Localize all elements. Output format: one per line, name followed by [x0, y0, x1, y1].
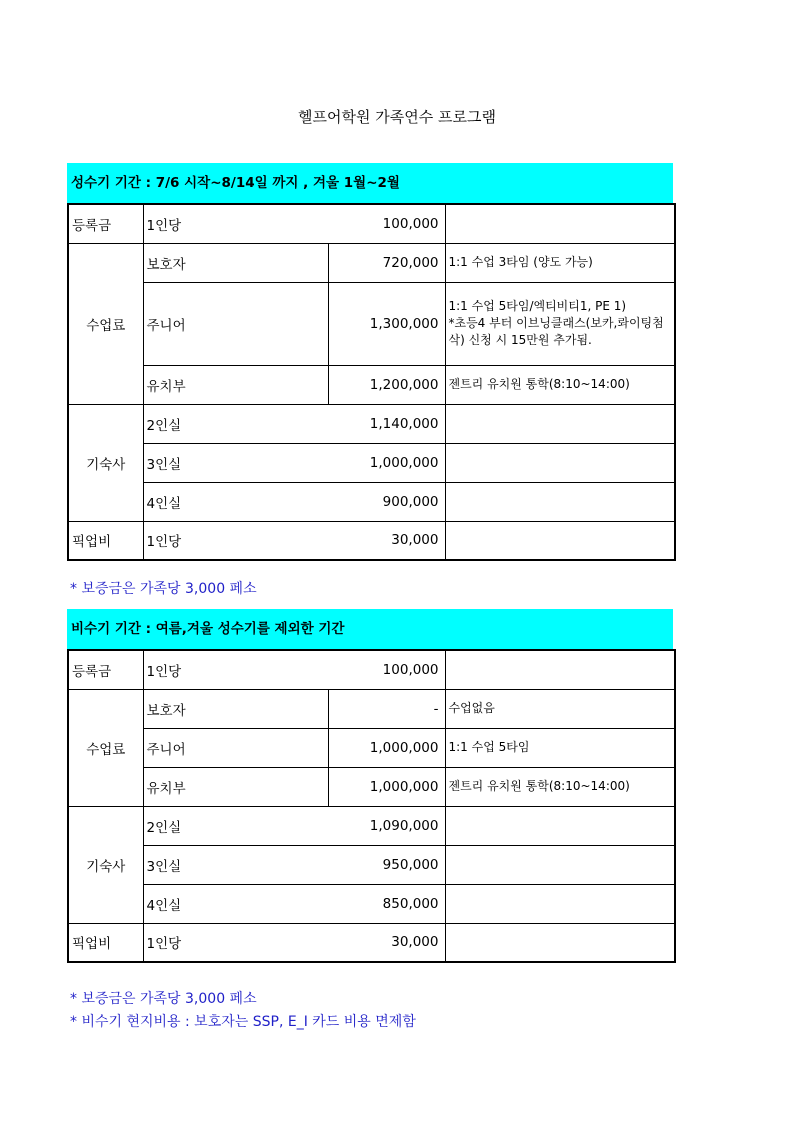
tuition-amount: 1,000,000	[328, 767, 445, 806]
registration-note	[445, 650, 675, 689]
offpeak-local-cost-footnote: * 비수기 현지비용 : 보호자는 SSP, E_I 카드 비용 면제함	[70, 1014, 416, 1030]
table-row	[68, 282, 675, 365]
table-row	[68, 923, 675, 962]
tuition-name: 유치부	[143, 767, 328, 806]
dorm-label: 기숙사	[68, 806, 143, 923]
pickup-amount: 30,000	[328, 521, 445, 560]
dorm-name: 4인실	[143, 482, 328, 521]
pickup-note	[445, 521, 675, 560]
tuition-amount: 1,000,000	[328, 728, 445, 767]
tuition-name: 주니어	[143, 728, 328, 767]
dorm-amount: 1,140,000	[328, 404, 445, 443]
dorm-amount: 950,000	[328, 845, 445, 884]
registration-label: 등록금	[68, 204, 143, 243]
table-row	[68, 365, 675, 404]
table-row	[68, 404, 675, 443]
registration-unit: 1인당	[143, 650, 328, 689]
dorm-note	[445, 806, 675, 845]
table-row	[68, 689, 675, 728]
tuition-note: 젠트리 유치원 통학(8:10~14:00)	[445, 365, 675, 404]
peak-season-band: 성수기 기간 : 7/6 시작~8/14일 까지 , 겨울 1월~2월	[67, 163, 673, 203]
registration-label: 등록금	[68, 650, 143, 689]
dorm-amount: 900,000	[328, 482, 445, 521]
dorm-name: 3인실	[143, 845, 328, 884]
pickup-note	[445, 923, 675, 962]
page-title: 헬프어학원 가족연수 프로그램	[298, 108, 496, 126]
pickup-unit: 1인당	[143, 521, 328, 560]
pickup-label: 픽업비	[68, 521, 143, 560]
tuition-note: 1:1 수업 5타임	[445, 728, 675, 767]
dorm-amount: 1,090,000	[328, 806, 445, 845]
dorm-amount: 850,000	[328, 884, 445, 923]
tuition-amount: 1,200,000	[328, 365, 445, 404]
tuition-label: 수업료	[68, 689, 143, 806]
table-row	[68, 650, 675, 689]
table-row	[68, 521, 675, 560]
dorm-name: 2인실	[143, 806, 328, 845]
peak-deposit-footnote: * 보증금은 가족당 3,000 페소	[70, 581, 257, 597]
table-row	[68, 845, 675, 884]
tuition-note: 1:1 수업 5타임/엑티비티1, PE 1) *초등4 부터 이브닝클래스(보카,롸이팅첨삭) 신청 시 15만원 추가됨.	[445, 282, 675, 365]
offpeak-season-band: 비수기 기간 : 여름,겨울 성수기를 제외한 기간	[67, 609, 673, 649]
table-row	[68, 243, 675, 282]
peak-season-table	[67, 203, 676, 561]
pickup-unit: 1인당	[143, 923, 328, 962]
offpeak-season-table	[67, 649, 676, 963]
tuition-name: 주니어	[143, 282, 328, 365]
table-row	[68, 884, 675, 923]
table-row	[68, 767, 675, 806]
table-row	[68, 443, 675, 482]
dorm-note	[445, 482, 675, 521]
table-row	[68, 204, 675, 243]
tuition-name: 보호자	[143, 689, 328, 728]
offpeak-deposit-footnote: * 보증금은 가족당 3,000 페소	[70, 991, 257, 1007]
tuition-label: 수업료	[68, 243, 143, 404]
table-row	[68, 482, 675, 521]
tuition-amount: 1,300,000	[328, 282, 445, 365]
tuition-name: 보호자	[143, 243, 328, 282]
tuition-note: 젠트리 유치원 통학(8:10~14:00)	[445, 767, 675, 806]
tuition-amount: 720,000	[328, 243, 445, 282]
registration-amount: 100,000	[328, 204, 445, 243]
registration-unit: 1인당	[143, 204, 328, 243]
table-row	[68, 728, 675, 767]
dorm-note	[445, 845, 675, 884]
pickup-label: 픽업비	[68, 923, 143, 962]
dorm-label: 기숙사	[68, 404, 143, 521]
dorm-name: 4인실	[143, 884, 328, 923]
table-row	[68, 806, 675, 845]
dorm-note	[445, 404, 675, 443]
tuition-name: 유치부	[143, 365, 328, 404]
dorm-name: 3인실	[143, 443, 328, 482]
registration-note	[445, 204, 675, 243]
tuition-note: 1:1 수업 3타임 (양도 가능)	[445, 243, 675, 282]
dorm-amount: 1,000,000	[328, 443, 445, 482]
dorm-note	[445, 884, 675, 923]
registration-amount: 100,000	[328, 650, 445, 689]
dorm-name: 2인실	[143, 404, 328, 443]
pickup-amount: 30,000	[328, 923, 445, 962]
tuition-note: 수업없음	[445, 689, 675, 728]
tuition-amount: -	[328, 689, 445, 728]
dorm-note	[445, 443, 675, 482]
